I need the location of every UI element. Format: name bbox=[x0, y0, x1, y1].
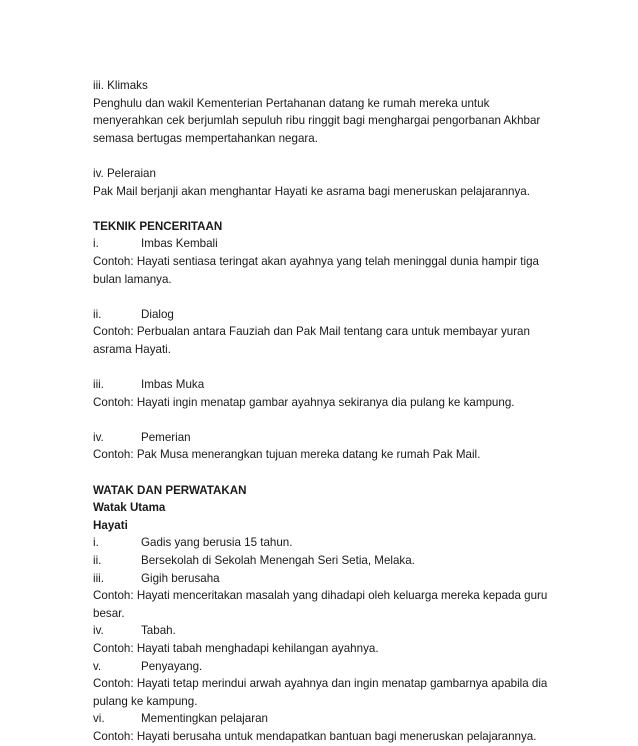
trait-6-line-1: Contoh: Hayati berusaha untuk mendapatkan bantuan bagi meneruskan pelajarannya. bbox=[93, 729, 537, 743]
teknik-item-3 bbox=[93, 376, 613, 394]
trait-text: Gadis yang berusia 15 tahun. bbox=[141, 536, 293, 550]
trait-num: ii. bbox=[93, 554, 102, 568]
peleraian-heading: iv. Peleraian bbox=[93, 166, 156, 180]
trait-3-line-2: besar. bbox=[93, 606, 125, 620]
teknik-item-num: iii. bbox=[93, 378, 104, 392]
trait-text: Mementingkan pelajaran bbox=[141, 712, 268, 726]
klimaks-line-2: menyerahkan cek berjumlah sepuluh ribu ringgit bagi menghargai pengorbanan Akhbar bbox=[93, 114, 541, 128]
teknik-item-4-line-1: Contoh: Pak Musa menerangkan tujuan mereka datang ke rumah Pak Mail. bbox=[93, 448, 481, 462]
teknik-item-label: Dialog bbox=[141, 307, 174, 321]
trait-num: vi. bbox=[93, 712, 105, 726]
watak-title: WATAK DAN PERWATAKAN bbox=[93, 483, 247, 497]
teknik-item-label: Imbas Muka bbox=[141, 378, 205, 392]
trait-text: Tabah. bbox=[141, 624, 176, 638]
klimaks-line-1: Penghulu dan wakil Kementerian Pertahanan datang ke rumah mereka untuk bbox=[93, 96, 490, 110]
watak-name: Hayati bbox=[93, 518, 128, 532]
teknik-item-2-line-1: Contoh: Perbualan antara Fauziah dan Pak Mail tentang cara untuk membayar yuran bbox=[93, 325, 530, 339]
teknik-item-2-line-2: asrama Hayati. bbox=[93, 342, 171, 356]
trait-3-line-1: Contoh: Hayati menceritakan masalah yang dihadapi oleh keluarga mereka kepada guru bbox=[93, 589, 548, 603]
trait-4-line-1: Contoh: Hayati tabah menghadapi kehilangan ayahnya. bbox=[93, 642, 379, 655]
teknik-item-1 bbox=[93, 235, 613, 253]
teknik-item-3-line-1: Contoh: Hayati ingin menatap gambar ayahnya sekiranya dia pulang ke kampung. bbox=[93, 395, 515, 409]
trait-num: iv. bbox=[93, 624, 104, 638]
teknik-item-num: ii. bbox=[93, 307, 102, 321]
peleraian-line-1: Pak Mail berjanji akan menghantar Hayati ke asrama bagi meneruskan pelajarannya. bbox=[93, 184, 530, 198]
klimaks-line-3: semasa bertugas mempertahankan negara. bbox=[93, 131, 318, 145]
trait-5-line-1: Contoh: Hayati tetap merindui arwah ayahnya dan ingin menatap gambarnya apabila dia bbox=[93, 677, 548, 691]
teknik-item-num: i. bbox=[93, 237, 99, 251]
klimaks-heading: iii. Klimaks bbox=[93, 79, 148, 92]
teknik-item-label: Imbas Kembali bbox=[141, 237, 218, 251]
trait-2 bbox=[93, 552, 613, 570]
teknik-item-4 bbox=[93, 429, 613, 447]
teknik-item-label: Pemerian bbox=[141, 430, 191, 444]
teknik-item-num: iv. bbox=[93, 430, 104, 444]
trait-num: i. bbox=[93, 536, 99, 550]
teknik-item-2 bbox=[93, 306, 613, 324]
trait-4 bbox=[93, 622, 613, 640]
trait-3 bbox=[93, 570, 613, 588]
watak-subtitle: Watak Utama bbox=[93, 501, 166, 515]
teknik-item-1-line-2: bulan lamanya. bbox=[93, 272, 172, 286]
trait-text: Penyayang. bbox=[141, 659, 203, 673]
trait-num: iii. bbox=[93, 571, 104, 585]
trait-num: v. bbox=[93, 659, 102, 673]
document-page bbox=[93, 77, 613, 746]
trait-6 bbox=[93, 710, 613, 728]
trait-1 bbox=[93, 534, 613, 552]
trait-text: Gigih berusaha bbox=[141, 571, 220, 585]
trait-text: Bersekolah di Sekolah Menengah Seri Setia, Melaka. bbox=[141, 554, 415, 568]
teknik-item-1-line-1: Contoh: Hayati sentiasa teringat akan ayahnya yang telah meninggal dunia hampir tiga bbox=[93, 254, 540, 268]
trait-5-line-2: pulang ke kampung. bbox=[93, 694, 198, 708]
teknik-title: TEKNIK PENCERITAAN bbox=[93, 219, 223, 233]
trait-5 bbox=[93, 658, 613, 676]
